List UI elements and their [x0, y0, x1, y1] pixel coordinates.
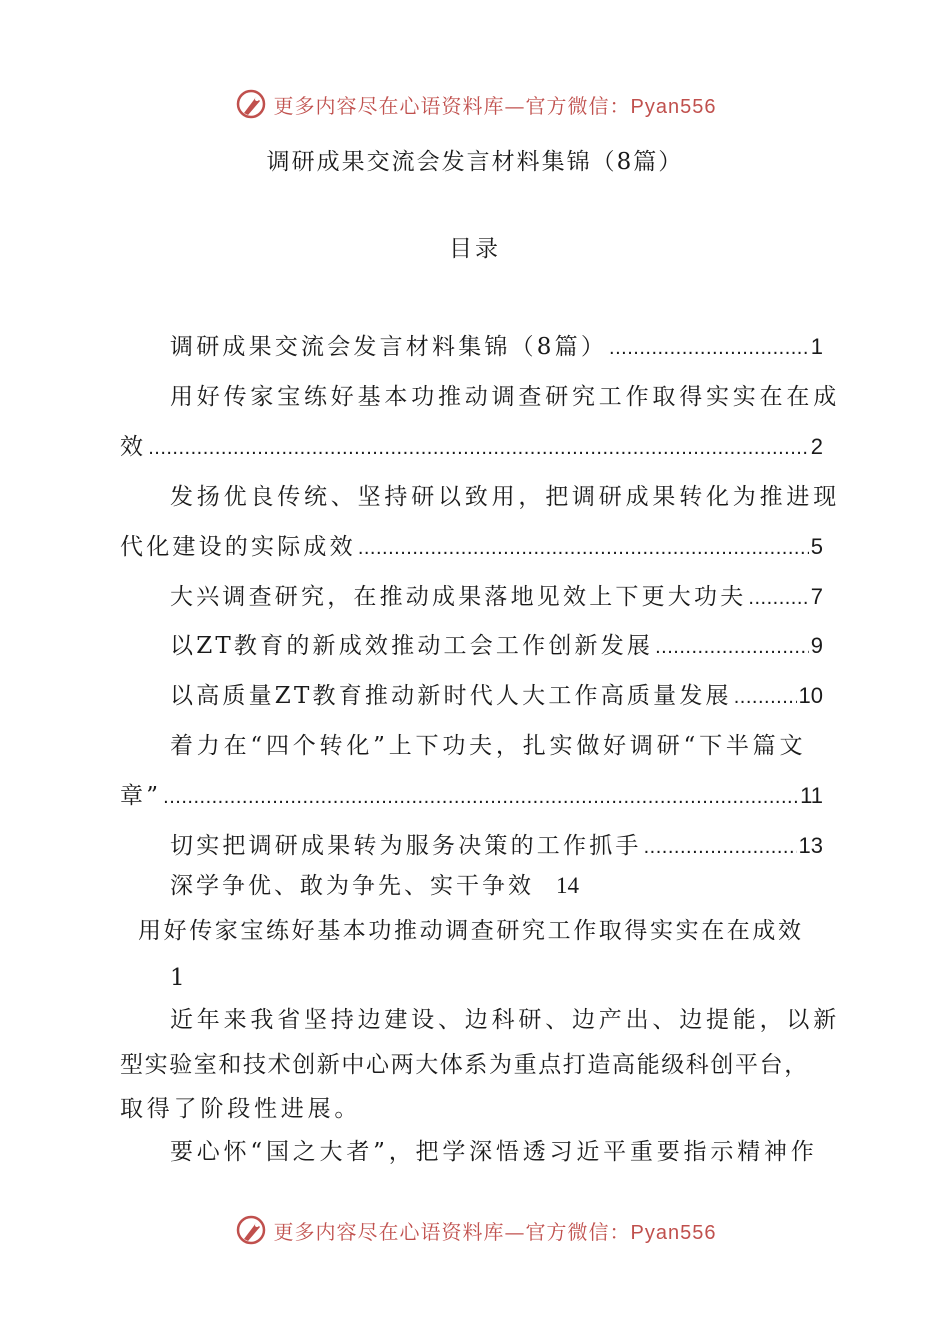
watermark-banner-top	[0, 84, 950, 124]
toc-entry[interactable]	[170, 332, 823, 362]
toc-entry-page: 11	[800, 783, 823, 808]
toc-leader-dots	[655, 632, 809, 662]
toc-entry-page: 10	[798, 683, 823, 708]
toc-entry-title-line1[interactable]: 发扬优良传统、坚持研以致用，把调研成果转化为推进现	[170, 484, 840, 510]
toc-entry[interactable]	[120, 432, 823, 462]
watermark-text: 更多内容尽在心语资料库—官方微信：Pyan556	[273, 93, 717, 118]
toc-entry-page: 9	[810, 633, 823, 658]
toc-entry[interactable]	[120, 781, 823, 811]
toc-entry[interactable]	[170, 631, 823, 661]
toc-leader-dots	[734, 682, 797, 712]
toc-leader-dots	[609, 333, 809, 363]
toc-entry-title-line1[interactable]: 着力在“四个转化”上下功夫，扎实做好调研“下半篇文	[170, 733, 807, 759]
toc-entry-title-line2: 章”	[120, 783, 162, 809]
article-number: 1	[170, 965, 189, 991]
toc-entry-page: 14	[556, 873, 579, 898]
toc-entry[interactable]	[170, 681, 823, 711]
toc-leader-dots	[644, 832, 797, 862]
toc-entry-title-line2: 代化建设的实际成效	[120, 534, 356, 560]
paragraph-line: 要心怀“国之大者”，把学深悟透习近平重要指示精神作	[170, 1139, 818, 1165]
toc-leader-dots	[748, 583, 808, 613]
watermark-banner-bottom	[0, 1210, 950, 1250]
paragraph-line: 取得了阶段性进展。	[120, 1096, 362, 1122]
toc-entry-title: 切实把调研成果转为服务决策的工作抓手	[170, 833, 642, 859]
toc-entry-title: 大兴调查研究，在推动成果落地见效上下更大功夫	[170, 584, 747, 610]
toc-entry-title: 调研成果交流会发言材料集锦（8篇）	[170, 334, 608, 360]
toc-leader-dots	[148, 433, 809, 463]
toc-entry-page: 2	[810, 434, 823, 459]
toc-entry-page: 13	[798, 833, 823, 858]
toc-leader-dots	[358, 533, 809, 563]
toc-entry[interactable]	[170, 831, 823, 861]
toc-entry-page: 5	[810, 534, 823, 559]
document-title: 调研成果交流会发言材料集锦（8篇）	[266, 149, 684, 175]
watermark-text: 更多内容尽在心语资料库—官方微信：Pyan556	[273, 1219, 717, 1244]
toc-entry-title-line2: 效	[120, 434, 147, 460]
article-heading: 用好传家宝练好基本功推动调查研究工作取得实实在在成效	[138, 918, 804, 944]
toc-entry-title: 以ZT教育的新成效推动工会工作创新发展	[170, 633, 654, 659]
toc-heading: 目录	[449, 236, 501, 262]
toc-entry[interactable]	[170, 582, 823, 612]
toc-entry[interactable]	[170, 871, 579, 901]
toc-entry-title: 深学争优、敢为争先、实干争效	[170, 873, 534, 899]
toc-entry-title: 以高质量ZT教育推动新时代人大工作高质量发展	[170, 683, 732, 709]
toc-entry-page: 1	[810, 334, 823, 359]
paragraph-line: 近年来我省坚持边建设、边科研、边产出、边提能，以新	[170, 1007, 840, 1033]
toc-entry-title-line1[interactable]: 用好传家宝练好基本功推动调查研究工作取得实实在在成	[170, 384, 840, 410]
toc-entry[interactable]	[120, 532, 823, 562]
paragraph-line: 型实验室和技术创新中心两大体系为重点打造高能级科创平台，	[120, 1052, 809, 1078]
toc-entry-page: 7	[810, 584, 823, 609]
toc-leader-dots	[163, 782, 798, 812]
pen-nib-icon	[234, 87, 268, 121]
pen-nib-icon	[234, 1213, 268, 1247]
